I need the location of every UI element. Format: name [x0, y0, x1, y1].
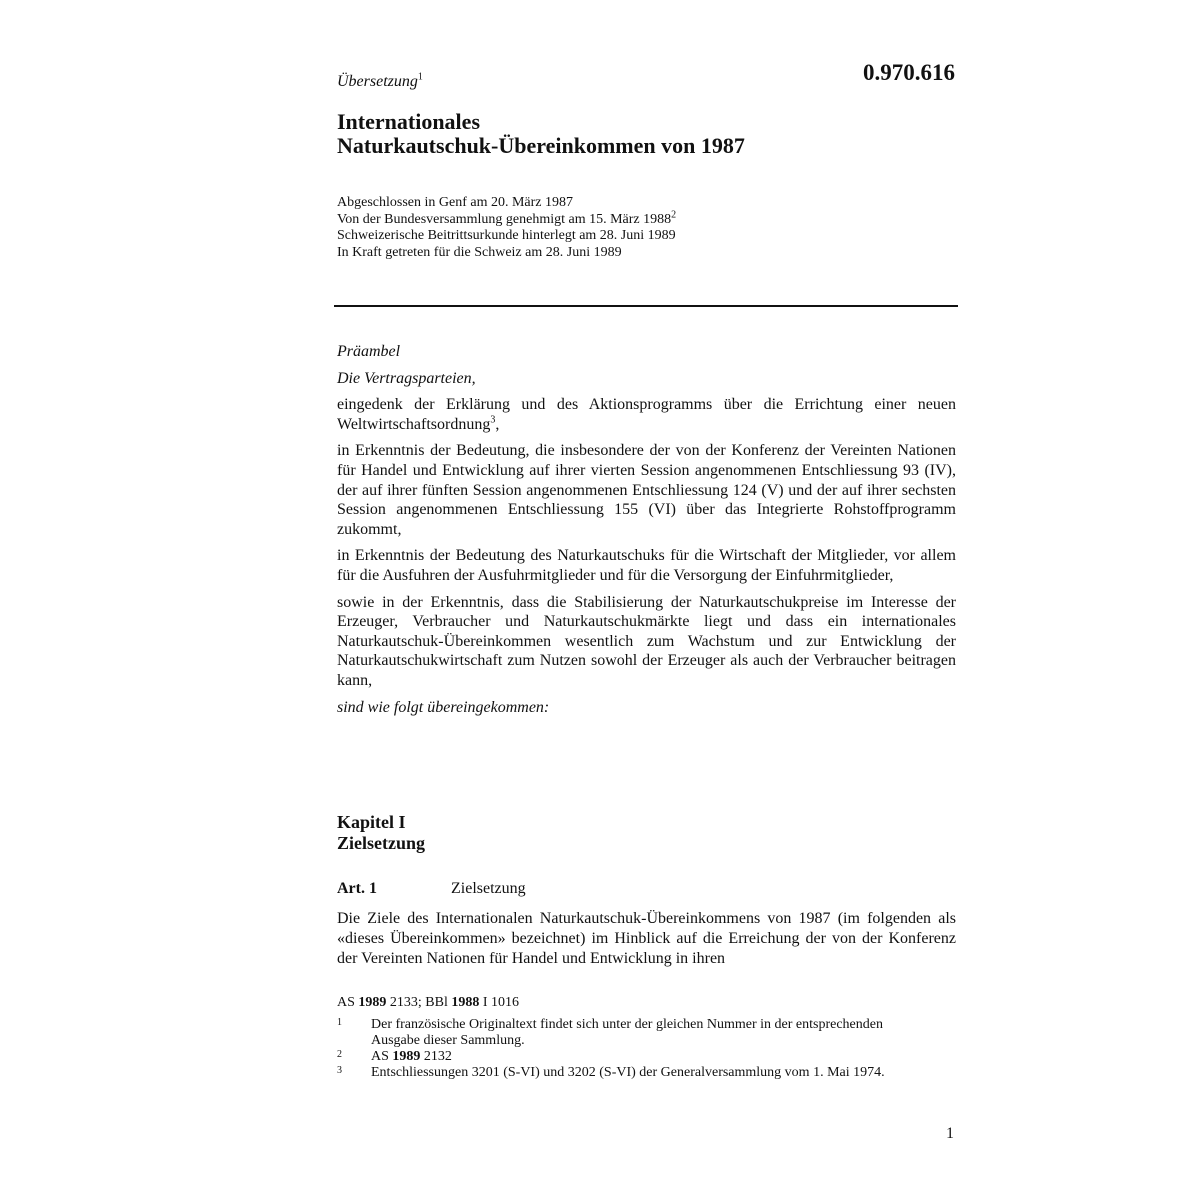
translation-label: [337, 73, 423, 91]
preamble-parties: Die Vertragsparteien,: [337, 369, 476, 387]
article-title: Zielsetzung: [451, 880, 526, 897]
footnote-2-number: 2: [337, 1049, 342, 1060]
article-heading: [337, 880, 526, 898]
footnote-2-year: 1989: [392, 1049, 421, 1064]
footnote-2-text: [371, 1049, 891, 1065]
preamble-closing: sind wie folgt übereingekommen:: [337, 698, 550, 716]
footnote-ref-1[interactable]: 1: [417, 71, 423, 83]
meta-concluded: Abgeschlossen in Genf am 20. März 1987: [337, 195, 574, 210]
footnote-2-prefix: AS: [371, 1049, 389, 1064]
preamble-paragraph-1: [337, 395, 956, 434]
footer-as-page: 2133; BBl: [389, 995, 448, 1010]
footnote-1-number: 1: [337, 1017, 342, 1028]
document-metadata: [337, 195, 676, 261]
footer-citation: [337, 995, 519, 1011]
preamble-heading: Präambel: [337, 343, 401, 360]
footnote-ref-3[interactable]: 3: [490, 414, 496, 426]
translation-text: Übersetzung: [337, 73, 418, 90]
footnote-ref-2[interactable]: 2: [671, 208, 677, 220]
footer-as-prefix: AS: [337, 995, 355, 1010]
footnote-3-number: 3: [337, 1065, 342, 1076]
preamble-p1-end: ,: [495, 415, 500, 433]
preamble-paragraph-2: in Erkenntnis der Bedeutung, die insbesondere der von der Konferenz der Vereinten Nationen für Handel und Entwicklung auf ihrer vierten Session angenommenen Entschliessung 93 (IV), der auf ihrer fünften Session angenommenen Entschliessung 124 (V) und der auf ihrer sechsten Session angenommenen Entschliessung 155 (VI) über das Integrierte Rohstoffprogramm zukommt,: [337, 442, 956, 538]
meta-approved: [337, 208, 677, 229]
sr-number: 0.970.616: [863, 60, 955, 85]
article-label: Art. 1: [337, 880, 377, 897]
chapter-label: Kapitel I: [337, 812, 406, 832]
meta-deposited: Schweizerische Beitrittsurkunde hinterlegt am 28. Juni 1989: [337, 228, 676, 243]
chapter-title: Zielsetzung: [337, 833, 425, 853]
chapter-heading: [337, 812, 425, 854]
footer-bbl-page: I 1016: [482, 995, 520, 1010]
title-line-1: Internationales: [337, 109, 480, 134]
title-line-2: Naturkautschuk-Übereinkommen von 1987: [337, 133, 745, 158]
footer-bbl-year: 1988: [451, 995, 480, 1010]
horizontal-rule: [334, 305, 958, 307]
preamble-p1-text: eingedenk der Erklärung und des Aktionsprogramms über die Errichtung einer neuen Weltwirtschaftsordnung: [337, 396, 956, 433]
preamble-section: [337, 342, 956, 724]
preamble-paragraph-3: in Erkenntnis der Bedeutung des Naturkautschuks für die Wirtschaft der Mitglieder, vor allem für die Ausfuhren der Ausfuhrmitglieder und für die Versorgung der Einfuhrmitglieder,: [337, 547, 956, 584]
meta-in-force: In Kraft getreten für die Schweiz am 28. Juni 1989: [337, 244, 622, 260]
preamble-paragraph-4: sowie in der Erkenntnis, dass die Stabilisierung der Naturkautschukpreise im Interesse der Erzeuger, Verbraucher und Naturkautschukmärkte liegt und dass ein internationales Naturkautschuk-Übereinkommen wesentlich zum Wachstum und zur Entwicklung der Naturkautschukwirtschaft zum Nutzen sowohl der Erzeuger als auch der Verbraucher beitragen kann,: [337, 593, 956, 689]
page-number: 1: [946, 1125, 954, 1142]
meta-approved-text: Von der Bundesversammlung genehmigt am 15. März 1988: [337, 211, 672, 227]
article-text: Die Ziele des Internationalen Naturkautschuk-Übereinkommens von 1987 (im folgenden als «dieses Übereinkommen» bezeichnet) im Hinblick auf die Erreichung der von der Konferenz der Vereinten Nationen für Handel und Entwicklung in ihren: [337, 910, 956, 967]
footnote-3-text: Entschliessungen 3201 (S-VI) und 3202 (S-VI) der Generalversammlung vom 1. Mai 1974.: [371, 1065, 885, 1080]
document-title: [337, 110, 745, 158]
footnote-1-text: Der französische Originaltext findet sich unter der gleichen Nummer in der entsprechenden Ausgabe dieser Sammlung.: [371, 1017, 883, 1048]
footer-as-year: 1989: [358, 995, 387, 1010]
footnote-2-page: 2132: [423, 1049, 452, 1064]
